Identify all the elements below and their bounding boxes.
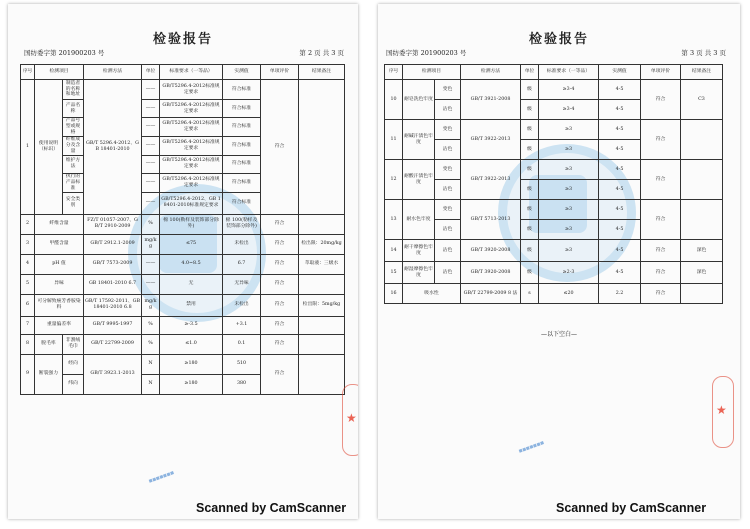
report-number: 国纺委字第 201900203 号 (24, 49, 105, 57)
cell-method: GB/T 5713-2013 (461, 200, 521, 240)
cell-method: GB/T 22799-2009 (84, 334, 142, 354)
cell-value: 4-5 (599, 180, 641, 200)
cell-note (299, 80, 345, 215)
table-header-row (21, 65, 345, 80)
header-cell: 单项评价 (641, 65, 681, 80)
cell-no: 13 (385, 200, 403, 240)
cell-value: 4-5 (599, 240, 641, 262)
cell-unit: 级 (521, 240, 539, 262)
watermark-text: ■■■■■■■ (147, 469, 175, 484)
cell-value: 符合标准 (223, 192, 261, 214)
cell-method: GB/T 5296.4-2012、GB 18401-2010 (84, 80, 142, 215)
cell-unit: N (142, 374, 160, 394)
cell-method: GB/T 3920-2008 (461, 240, 521, 262)
cell-requirement: GB/T5296.4-2012、GB 18401-2010标准规定要求 (160, 192, 223, 214)
cell-requirement: GB/T5296.4-2012标准规定要求 (160, 100, 223, 118)
cell-note: C3 (681, 80, 723, 120)
cell-no: 10 (385, 80, 403, 120)
cell-note (681, 200, 723, 240)
cell-value: 4-5 (599, 80, 641, 100)
table-row (21, 214, 345, 234)
cell-item: 耐碱汗渍色牢度 (403, 120, 435, 160)
cell-value: 4-5 (599, 262, 641, 284)
cell-no: 14 (385, 240, 403, 262)
report-page-2 (8, 4, 358, 519)
cell-value: 4-5 (599, 160, 641, 180)
cell-unit: —— (142, 118, 160, 137)
cell-unit: —— (142, 192, 160, 214)
cell-item: 可分解致癌芳香胺染料 (35, 294, 84, 316)
cell-evaluation: 符合 (261, 334, 299, 354)
cell-item: 耐酸汗渍色牢度 (403, 160, 435, 200)
cell-method: FZ/T 01057-2007、GB/T 2910-2009 (84, 214, 142, 234)
cell-value: 4-5 (599, 200, 641, 220)
cell-subitem: 产品号型或规格 (63, 118, 84, 137)
cell-no: 1 (21, 80, 35, 215)
cell-subitem: 变色 (435, 200, 461, 220)
cell-subitem: 沾色 (435, 180, 461, 200)
header-cell: 检测方法 (84, 65, 142, 80)
header-cell: 序号 (385, 65, 403, 80)
cell-unit: % (142, 334, 160, 354)
cell-requirement: ≥3 (539, 160, 599, 180)
cell-requirement: ≥3 (539, 180, 599, 200)
red-seal-stamp (712, 376, 734, 448)
table-row (21, 234, 345, 254)
cell-note (299, 334, 345, 354)
table-row (21, 80, 345, 100)
header-cell: 结果备注 (299, 65, 345, 80)
cell-method: GB/T 3921-2008 (461, 80, 521, 120)
cell-value: 未检出 (223, 234, 261, 254)
header-cell: 单项评价 (261, 65, 299, 80)
header-cell: 检测项目 (35, 65, 84, 80)
table-row (385, 160, 723, 180)
table-row (385, 240, 723, 262)
cell-evaluation: 符合 (261, 214, 299, 234)
cell-method: GB/T 3922-2013 (461, 160, 521, 200)
cell-requirement: 棉 100(勒样及装饰部分除外) (160, 214, 223, 234)
cell-value: 4-5 (599, 140, 641, 160)
table-row (21, 274, 345, 294)
cell-requirement: ≤1.0 (160, 334, 223, 354)
cell-requirement: ≥3 (539, 140, 599, 160)
cell-subitem: 执行的产品标准 (63, 173, 84, 192)
cell-subitem: 非割绒毛巾 (63, 334, 84, 354)
header-cell: 检测方法 (461, 65, 521, 80)
cell-method: GB/T 3923.1-2013 (84, 354, 142, 394)
cell-value: 符合标准 (223, 118, 261, 137)
cell-requirement: 禁用 (160, 294, 223, 316)
table-row (385, 120, 723, 140)
cell-evaluation: 符合 (641, 240, 681, 262)
cell-requirement: ≥3 (539, 240, 599, 262)
cell-evaluation: 符合 (261, 316, 299, 334)
cell-no: 6 (21, 294, 35, 316)
cell-requirement: ≤75 (160, 234, 223, 254)
header-cell: 结果备注 (681, 65, 723, 80)
cell-value: +3.1 (223, 316, 261, 334)
table-row (21, 334, 345, 354)
cell-evaluation: 符合 (641, 262, 681, 284)
cell-item: pH 值 (35, 254, 84, 274)
cell-no: 4 (21, 254, 35, 274)
cell-subitem: 沾色 (435, 140, 461, 160)
cell-value: 符合标准 (223, 80, 261, 100)
cell-note (681, 284, 723, 304)
cell-requirement: ≥3 (539, 200, 599, 220)
cell-note (299, 274, 345, 294)
cell-unit: 级 (521, 120, 539, 140)
cell-method: GB/T 22799-2009 8 法 (461, 284, 521, 304)
cell-value: 6.7 (223, 254, 261, 274)
cell-requirement: ≥2-3 (539, 262, 599, 284)
table-row (21, 316, 345, 334)
cell-unit: 级 (521, 180, 539, 200)
inspection-table (20, 64, 345, 395)
cell-item: 重量偏差率 (35, 316, 84, 334)
cell-note (299, 214, 345, 234)
cell-no: 12 (385, 160, 403, 200)
cell-item: 脱毛率 (35, 334, 63, 354)
header-cell: 序号 (21, 65, 35, 80)
cell-requirement: 4.0~8.5 (160, 254, 223, 274)
cell-no: 8 (21, 334, 35, 354)
cell-note: 萃取液：三级水 (299, 254, 345, 274)
cell-requirement: ≤20 (539, 284, 599, 304)
cell-subitem: 安全类别 (63, 192, 84, 214)
report-page-3 (378, 4, 740, 519)
cell-unit: N (142, 354, 160, 374)
cell-item: 异味 (35, 274, 84, 294)
cell-unit: % (142, 214, 160, 234)
scanner-watermark: Scanned by CamScanner (556, 501, 707, 515)
cell-item: 耐皂洗色牢度 (403, 80, 435, 120)
cell-unit: 级 (521, 100, 539, 120)
cell-requirement: ≥3 (539, 220, 599, 240)
cell-subitem: 变色 (435, 80, 461, 100)
cell-value: 符合标准 (223, 100, 261, 118)
cell-no: 5 (21, 274, 35, 294)
cell-unit: mg/kg (142, 294, 160, 316)
cell-value: 无异味 (223, 274, 261, 294)
cell-requirement: ≥3-4 (539, 100, 599, 120)
cell-note: 检出限：20mg/kg (299, 234, 345, 254)
cell-note (299, 316, 345, 334)
cell-item: 断裂强力 (35, 354, 63, 394)
cell-item: 使用说明（标识） (35, 80, 63, 215)
cell-unit: 级 (521, 262, 539, 284)
cell-method: GB/T 3922-2013 (461, 120, 521, 160)
cell-value: 符合标准 (223, 155, 261, 173)
cell-subitem: 纤维成分及含量 (63, 136, 84, 155)
cell-evaluation: 符合 (641, 80, 681, 120)
cell-subitem: 纬向 (63, 374, 84, 394)
cell-unit: —— (142, 274, 160, 294)
cell-subitem: 变色 (435, 160, 461, 180)
table-row (21, 254, 345, 274)
cell-unit: % (142, 316, 160, 334)
cell-unit: —— (142, 100, 160, 118)
cell-requirement: GB/T5296.4-2012标准规定要求 (160, 136, 223, 155)
cell-evaluation: 符合 (261, 274, 299, 294)
cell-subitem: 变色 (435, 120, 461, 140)
cell-evaluation: 符合 (261, 294, 299, 316)
report-number: 国纺委字第 201900203 号 (386, 49, 467, 57)
cell-method: GB/T 17592-2011、GB18401-2010 6.8 (84, 294, 142, 316)
report-title: 检验报告 (528, 32, 589, 47)
cell-item: 耐水色牢度 (403, 200, 435, 240)
cell-item: 纤维含量 (35, 214, 84, 234)
cell-subitem: 沾色 (435, 262, 461, 284)
cell-note: 检出限：5mg/kg (299, 294, 345, 316)
cell-unit: 级 (521, 160, 539, 180)
cell-unit: 级 (521, 200, 539, 220)
cell-subitem: 制造者的名称和地址 (63, 80, 84, 100)
cell-unit: mg/kg (142, 234, 160, 254)
cell-no: 11 (385, 120, 403, 160)
cell-method: GB/T 9995-1997 (84, 316, 142, 334)
cell-subitem: 沾色 (435, 220, 461, 240)
cell-subitem: 产品名称 (63, 100, 84, 118)
header-cell: 检测项目 (403, 65, 461, 80)
cell-item: 吸水性 (403, 284, 461, 304)
cell-requirement: ≥-3.5 (160, 316, 223, 334)
header-cell: 实测值 (223, 65, 261, 80)
cell-value: 4-5 (599, 220, 641, 240)
inspection-table (384, 64, 723, 304)
cell-value: 510 (223, 354, 261, 374)
table-row (385, 284, 723, 304)
cell-note: 深色 (681, 262, 723, 284)
cell-value: 2.2 (599, 284, 641, 304)
cell-unit: 级 (521, 140, 539, 160)
cell-evaluation: 符合 (641, 200, 681, 240)
cell-unit: —— (142, 80, 160, 100)
cell-requirement: GB/T5296.4-2012标准规定要求 (160, 118, 223, 137)
header-cell: 实测值 (599, 65, 641, 80)
cell-requirement: GB/T5296.4-2012标准规定要求 (160, 155, 223, 173)
cell-subitem: 经向 (63, 354, 84, 374)
cell-item: 耐干摩擦色牢度 (403, 240, 435, 262)
cell-note: 深色 (681, 240, 723, 262)
cell-unit: —— (142, 155, 160, 173)
cell-no: 16 (385, 284, 403, 304)
table-row (21, 354, 345, 374)
cell-requirement: ≥180 (160, 354, 223, 374)
page-indicator: 第 3 页 共 3 页 (681, 49, 726, 57)
cell-unit: s (521, 284, 539, 304)
cell-requirement: ≥3 (539, 120, 599, 140)
cell-value: 4-5 (599, 120, 641, 140)
cell-note (681, 160, 723, 200)
cell-method: GB 18401-2010 6.7 (84, 274, 142, 294)
cell-method: GB/T 3920-2008 (461, 262, 521, 284)
cell-subitem: 沾色 (435, 240, 461, 262)
end-of-table-mark: —以下空白— (540, 331, 577, 338)
cell-no: 15 (385, 262, 403, 284)
red-seal-stamp (342, 384, 358, 456)
table-header-row (385, 65, 723, 80)
cell-note (681, 120, 723, 160)
cell-subitem: 沾色 (435, 100, 461, 120)
cell-evaluation: 符合 (261, 80, 299, 215)
cell-item: 甲醛含量 (35, 234, 84, 254)
table-row (385, 80, 723, 100)
cell-value: 棉 100(勒样及装饰部分除外) (223, 214, 261, 234)
cell-method: GB/T 2912.1-2009 (84, 234, 142, 254)
cell-requirement: ≥180 (160, 374, 223, 394)
cell-value: 未检出 (223, 294, 261, 316)
cell-evaluation: 符合 (261, 354, 299, 394)
cell-subitem: 维护方法 (63, 155, 84, 173)
cell-item: 耐湿摩擦色牢度 (403, 262, 435, 284)
page-indicator: 第 2 页 共 3 页 (299, 49, 344, 57)
report-title: 检验报告 (152, 32, 213, 47)
cell-unit: 级 (521, 80, 539, 100)
cell-method: GB/T 7573-2009 (84, 254, 142, 274)
header-cell: 单位 (521, 65, 539, 80)
header-cell: 标准要求（一等品） (160, 65, 223, 80)
cell-value: 4-5 (599, 100, 641, 120)
cell-requirement: ≥3-4 (539, 80, 599, 100)
cell-requirement: GB/T5296.4-2012标准规定要求 (160, 173, 223, 192)
table-row (385, 262, 723, 284)
cell-evaluation: 符合 (261, 254, 299, 274)
cell-evaluation: 符合 (641, 120, 681, 160)
cell-requirement: GB/T5296.4-2012标准规定要求 (160, 80, 223, 100)
cell-evaluation: 符合 (261, 234, 299, 254)
header-cell: 标准要求（一等品） (539, 65, 599, 80)
scanner-watermark: Scanned by CamScanner (196, 501, 347, 515)
cell-unit: —— (142, 254, 160, 274)
cell-value: 符合标准 (223, 173, 261, 192)
cell-no: 2 (21, 214, 35, 234)
cell-note (299, 354, 345, 394)
cell-unit: 级 (521, 220, 539, 240)
cell-evaluation: 符合 (641, 160, 681, 200)
cell-evaluation: 符合 (641, 284, 681, 304)
header-cell: 单位 (142, 65, 160, 80)
cell-value: 0.1 (223, 334, 261, 354)
cell-no: 9 (21, 354, 35, 394)
cell-requirement: 无 (160, 274, 223, 294)
table-row (385, 200, 723, 220)
table-row (21, 294, 345, 316)
cell-value: 符合标准 (223, 136, 261, 155)
cell-no: 7 (21, 316, 35, 334)
cell-value: 380 (223, 374, 261, 394)
cell-no: 3 (21, 234, 35, 254)
cell-unit: —— (142, 136, 160, 155)
cell-unit: —— (142, 173, 160, 192)
watermark-text: ■■■■■■■ (517, 439, 545, 454)
